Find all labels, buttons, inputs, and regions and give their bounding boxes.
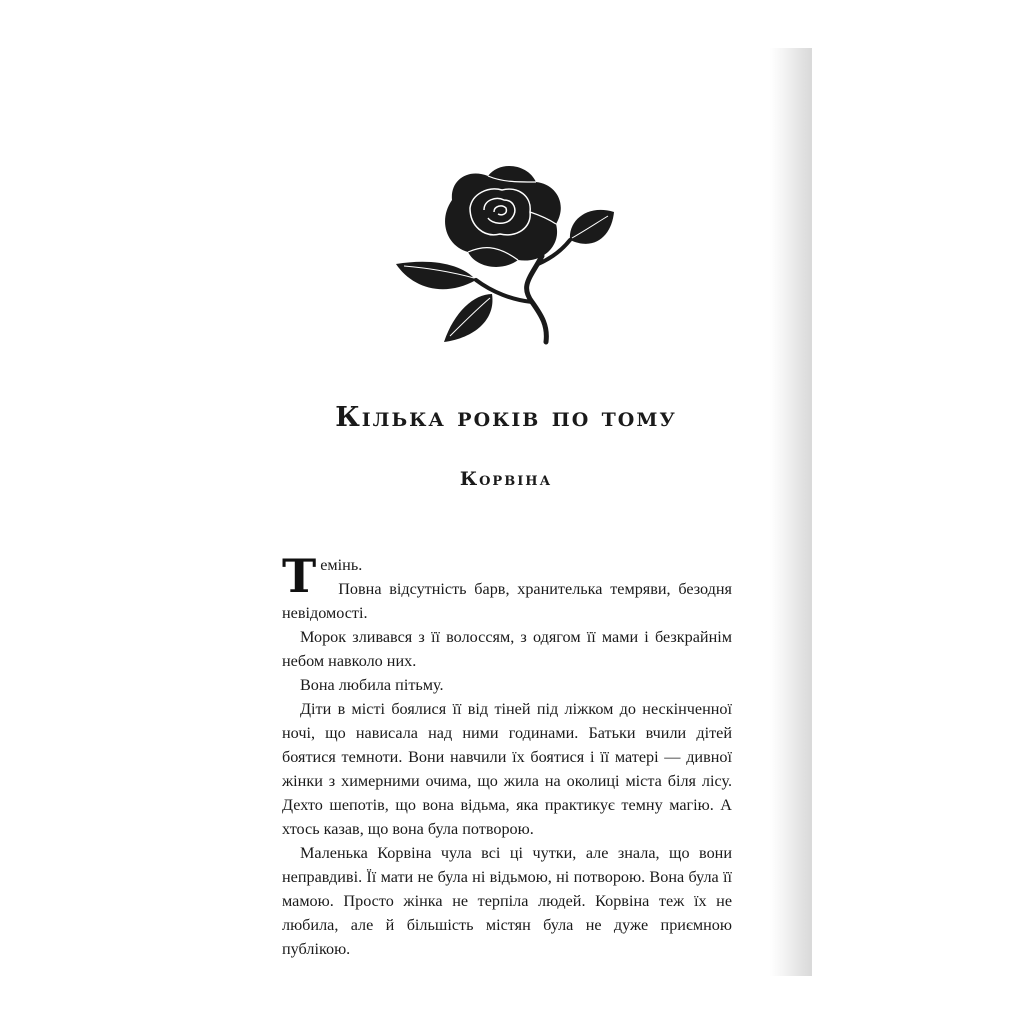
chapter-body [282,549,732,961]
first-line-text: емінь. [320,556,363,574]
paragraph: Маленька Корвіна чула всі ці чутки, але знала, що вони неправдиві. Її мати не була ні відьмою, ні потворою. Вона була її мамою. Просто жінка не терпіла людей. Корвіна теж їх не любила, але й більшість містян була не дуже приємною публікою. [282,844,732,958]
chapter-pov-name: Корвіна [459,468,553,490]
chapter-title: Кілька років по тому [335,402,677,433]
paragraph: Діти в місті боялися її від тіней під ліжком до нескінченної ночі, що нависала над ними годинами. Батьки вчили дітей боятися темноти. Вони навчили їх боятися і її матері — дивної жінки з химерними очима, що жила на околиці міста біля лісу. Дехто шепотів, що вона відьма, яка практикує темну магію. А хтось казав, що вона була потворою. [282,700,732,838]
rose-icon [392,160,622,350]
page-edge-shadow [770,48,812,976]
paragraph: Повна відсутність барв, хранителька темряви, безодня невідомості. [282,580,732,622]
paragraph: Морок зливався з її волоссям, з одягом її мами і безкрайнім небом навколо них. [282,628,732,670]
drop-cap: Т [282,549,317,603]
paragraph: Вона любила пітьму. [300,676,444,694]
